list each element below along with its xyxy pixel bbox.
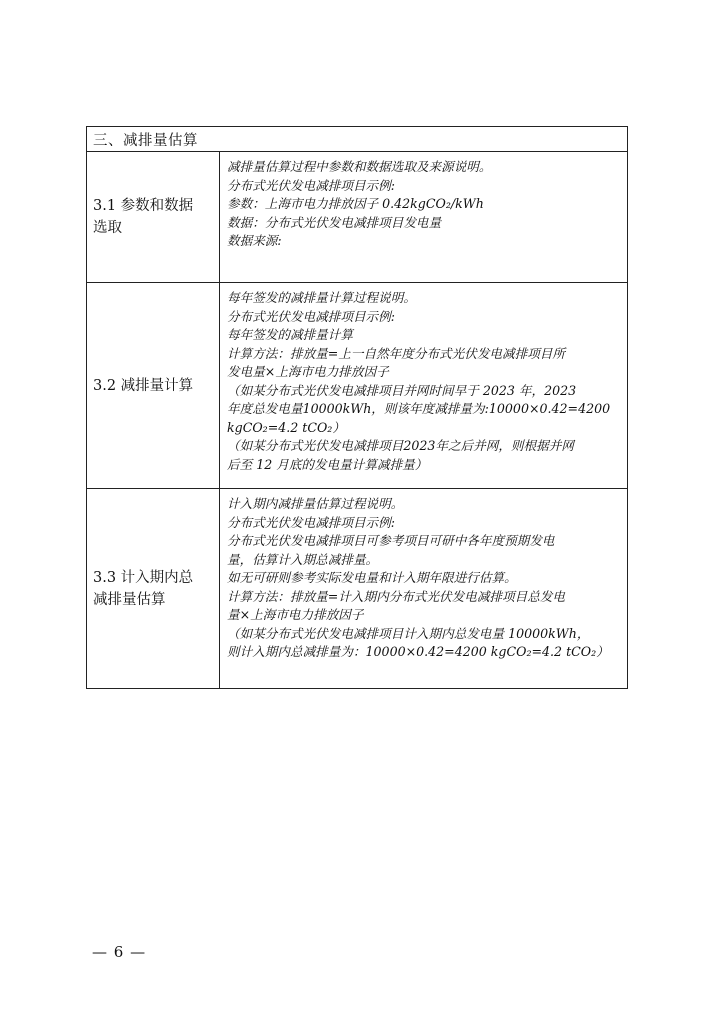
emission-estimate-table — [86, 126, 628, 689]
content-line: 量，估算计入期总减排量。 — [227, 551, 379, 567]
row-label-calculation — [87, 283, 220, 489]
row-content-total — [220, 489, 628, 689]
content-line: 数据：分布式光伏发电减排项目发电量 — [227, 214, 442, 230]
table-row — [87, 152, 628, 283]
content-line: 计算方法：排放量=上一自然年度分布式光伏发电减排项目所 — [227, 345, 565, 361]
section-title: 三、减排量估算 — [87, 127, 628, 152]
row-content-params — [220, 152, 628, 283]
content-line: 则计入期内总减排量为：10000×0.42=4200 kgCO₂=4.2 tCO₂） — [227, 644, 609, 659]
row-content-calculation — [220, 283, 628, 489]
content-line: 计算方法：排放量=计入期内分布式光伏发电减排项目总发电 — [227, 588, 565, 604]
content-line: （如某分布式光伏发电减排项目2023年之后并网，则根据并网 — [227, 438, 574, 453]
content-line: 发电量×上海市电力排放因子 — [227, 364, 389, 379]
content-line: 数据来源: — [227, 233, 282, 248]
row-label-params — [87, 152, 220, 283]
content-line: 分布式光伏发电减排项目示例: — [227, 514, 395, 530]
content-line: 后至 12 月底的发电量计算减排量） — [227, 456, 428, 472]
content-line: 分布式光伏发电减排项目可参考项目可研中各年度预期发电 — [227, 533, 555, 548]
row-label-line: 3.3 计入期内总 — [93, 569, 194, 586]
content-line: 年度总发电量10000kWh，则该年度减排量为:10000×0.42=4200 — [227, 401, 611, 416]
content-line: 每年签发的减排量计算过程说明。 — [227, 290, 416, 305]
content-line: 分布式光伏发电减排项目示例: — [227, 308, 395, 324]
content-line: kgCO₂=4.2 tCO₂） — [227, 419, 345, 435]
row-label-line: 选取 — [93, 220, 122, 236]
section-header-row — [87, 127, 628, 152]
content-line: 分布式光伏发电减排项目示例: — [227, 177, 395, 193]
row-label-total — [87, 489, 220, 689]
page-number: — 6 — — [92, 943, 147, 961]
content-line: 如无可研则参考实际发电量和计入期年限进行估算。 — [227, 570, 517, 585]
content-line: 计入期内减排量估算过程说明。 — [227, 496, 404, 511]
content-line: 量×上海市电力排放因子 — [227, 607, 364, 622]
row-label-line: 3.1 参数和数据 — [93, 198, 194, 214]
content-line: （如某分布式光伏发电减排项目计入期内总发电量 10000kWh， — [227, 625, 590, 641]
content-line: 参数：上海市电力排放因子 0.42kgCO₂/kWh — [227, 196, 484, 211]
row-label-line: 减排量估算 — [93, 591, 166, 608]
row-label-line: 3.2 减排量计算 — [93, 377, 194, 394]
content-line: 每年签发的减排量计算 — [227, 327, 353, 342]
table-row — [87, 489, 628, 689]
table-row — [87, 283, 628, 489]
content-line: 减排量估算过程中参数和数据选取及来源说明。 — [227, 159, 492, 174]
content-line: （如某分布式光伏发电减排项目并网时间早于 2023 年，2023 — [227, 382, 577, 398]
